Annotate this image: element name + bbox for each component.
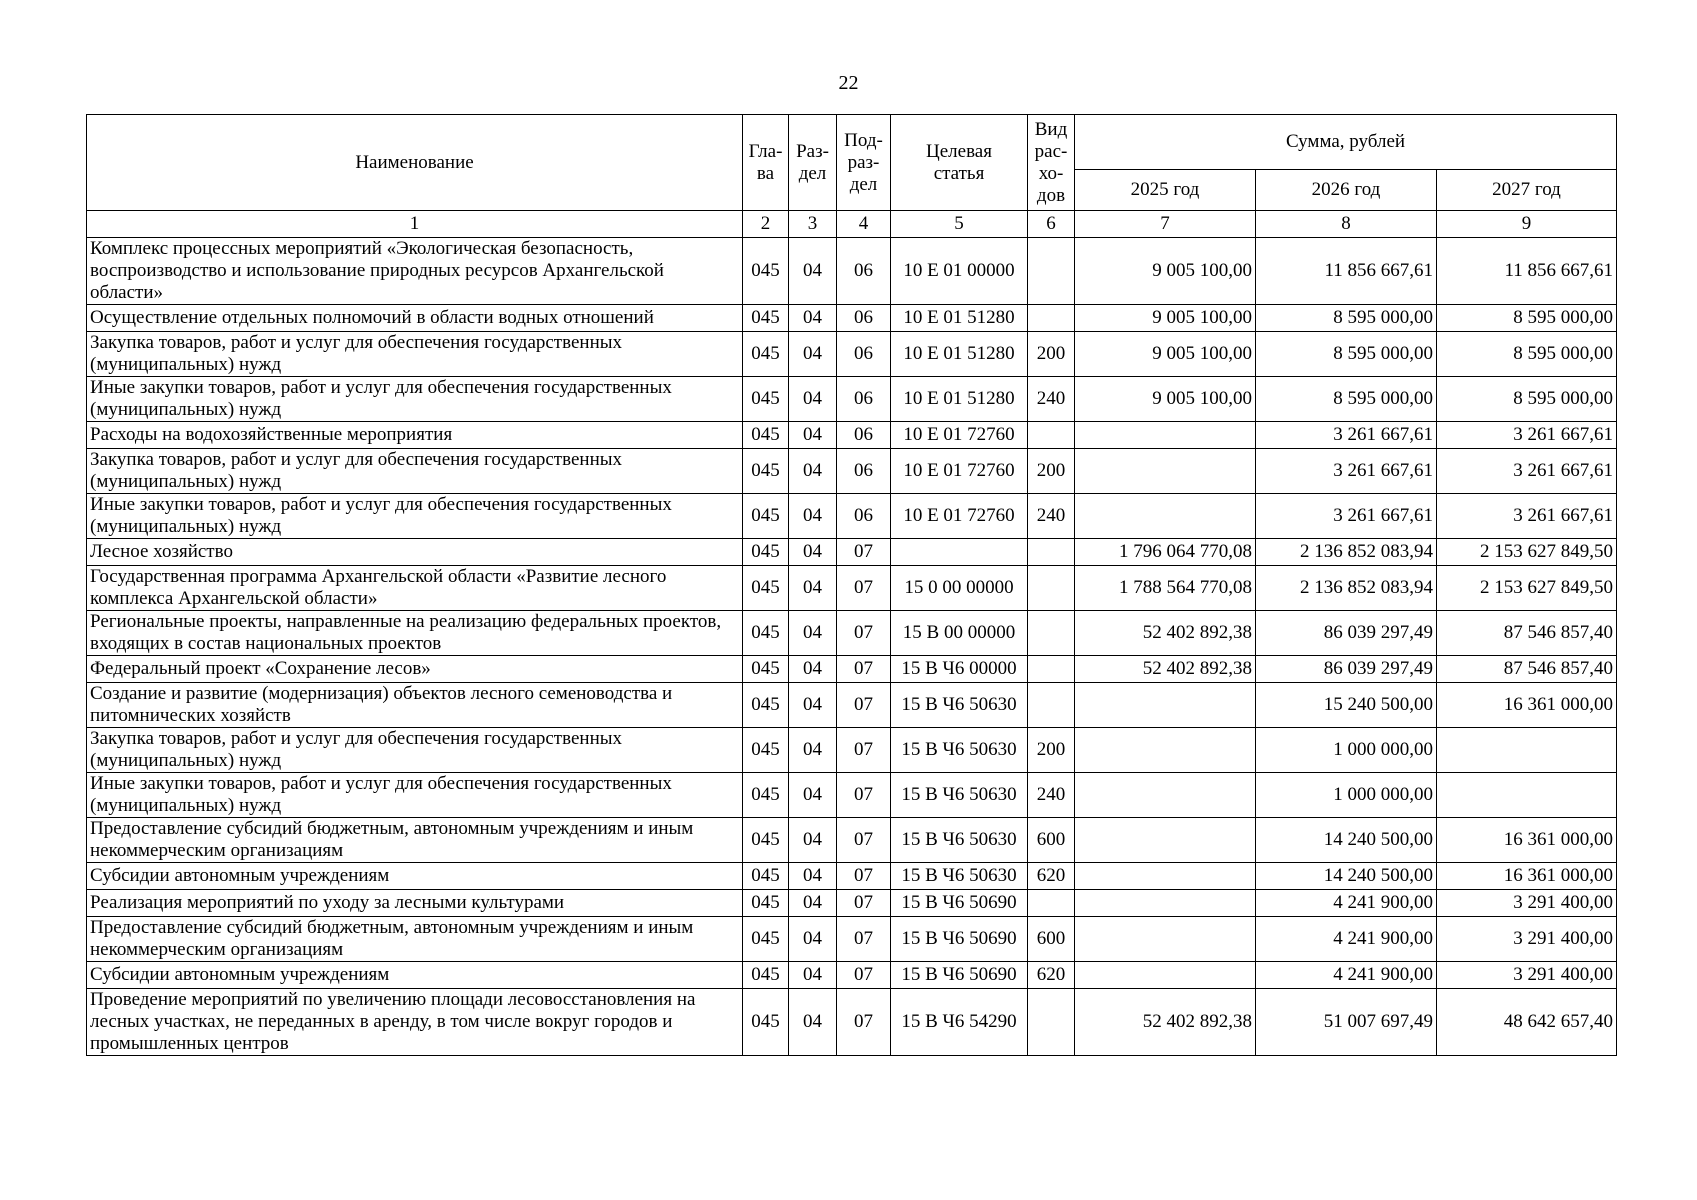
row-podrazdel: 07 [837, 890, 891, 917]
row-sum-2027: 16 361 000,00 [1437, 818, 1617, 863]
row-sum-2027: 87 546 857,40 [1437, 656, 1617, 683]
row-sum-2027: 11 856 667,61 [1437, 238, 1617, 305]
row-name: Закупка товаров, работ и услуг для обеспечения государственных (муниципальных) нужд [87, 332, 743, 377]
row-glava: 045 [743, 422, 789, 449]
row-sum-2025 [1075, 422, 1256, 449]
row-celevaya-statya: 15 В Ч6 50690 [891, 890, 1028, 917]
row-razdel: 04 [789, 656, 837, 683]
row-vid-rashodov [1028, 422, 1075, 449]
row-vid-rashodov: 240 [1028, 494, 1075, 539]
table-row [87, 305, 1617, 332]
row-sum-2025 [1075, 890, 1256, 917]
row-vid-rashodov: 200 [1028, 332, 1075, 377]
row-sum-2025 [1075, 962, 1256, 989]
row-glava: 045 [743, 566, 789, 611]
row-vid-rashodov: 620 [1028, 962, 1075, 989]
row-celevaya-statya: 15 В 00 00000 [891, 611, 1028, 656]
row-sum-2025 [1075, 683, 1256, 728]
row-sum-2027: 16 361 000,00 [1437, 683, 1617, 728]
row-sum-2025: 52 402 892,38 [1075, 989, 1256, 1056]
table-row [87, 989, 1617, 1056]
row-podrazdel: 07 [837, 962, 891, 989]
row-glava: 045 [743, 332, 789, 377]
row-name: Реализация мероприятий по уходу за лесными культурами [87, 890, 743, 917]
row-sum-2027: 87 546 857,40 [1437, 611, 1617, 656]
row-glava: 045 [743, 683, 789, 728]
row-razdel: 04 [789, 377, 837, 422]
row-name: Создание и развитие (модернизация) объектов лесного семеноводства и питомнических хозяйств [87, 683, 743, 728]
row-vid-rashodov [1028, 305, 1075, 332]
row-sum-2026: 1 000 000,00 [1256, 773, 1437, 818]
row-glava: 045 [743, 238, 789, 305]
row-vid-rashodov [1028, 566, 1075, 611]
row-name: Региональные проекты, направленные на реализацию федеральных проектов, входящих в состав национальных проектов [87, 611, 743, 656]
row-celevaya-statya: 10 Е 01 72760 [891, 449, 1028, 494]
row-celevaya-statya: 15 0 00 00000 [891, 566, 1028, 611]
row-razdel: 04 [789, 890, 837, 917]
row-glava: 045 [743, 989, 789, 1056]
row-celevaya-statya: 10 Е 01 51280 [891, 305, 1028, 332]
table-row [87, 962, 1617, 989]
row-razdel: 04 [789, 962, 837, 989]
column-number: 4 [837, 211, 891, 238]
row-vid-rashodov [1028, 683, 1075, 728]
table-row [87, 656, 1617, 683]
row-razdel: 04 [789, 818, 837, 863]
row-sum-2027: 16 361 000,00 [1437, 863, 1617, 890]
column-number-row [87, 211, 1617, 238]
row-sum-2025 [1075, 863, 1256, 890]
row-glava: 045 [743, 377, 789, 422]
row-sum-2026: 86 039 297,49 [1256, 611, 1437, 656]
row-sum-2026: 8 595 000,00 [1256, 305, 1437, 332]
row-sum-2027: 8 595 000,00 [1437, 305, 1617, 332]
row-sum-2025: 9 005 100,00 [1075, 332, 1256, 377]
row-razdel: 04 [789, 773, 837, 818]
row-sum-2027: 3 291 400,00 [1437, 890, 1617, 917]
row-glava: 045 [743, 962, 789, 989]
row-podrazdel: 06 [837, 494, 891, 539]
row-name: Иные закупки товаров, работ и услуг для обеспечения государственных (муниципальных) нужд [87, 377, 743, 422]
row-razdel: 04 [789, 422, 837, 449]
row-celevaya-statya: 15 В Ч6 50690 [891, 962, 1028, 989]
table-row [87, 818, 1617, 863]
row-celevaya-statya [891, 539, 1028, 566]
row-celevaya-statya: 10 Е 01 72760 [891, 422, 1028, 449]
budget-table [86, 114, 1617, 1056]
row-razdel: 04 [789, 238, 837, 305]
row-podrazdel: 06 [837, 422, 891, 449]
row-glava: 045 [743, 494, 789, 539]
row-celevaya-statya: 15 В Ч6 50630 [891, 818, 1028, 863]
row-razdel: 04 [789, 728, 837, 773]
row-podrazdel: 07 [837, 539, 891, 566]
row-sum-2026: 15 240 500,00 [1256, 683, 1437, 728]
row-celevaya-statya: 10 Е 01 72760 [891, 494, 1028, 539]
row-name: Комплекс процессных мероприятий «Экологическая безопасность, воспроизводство и использование природных ресурсов Архангельской области» [87, 238, 743, 305]
row-name: Субсидии автономным учреждениям [87, 962, 743, 989]
table-row [87, 917, 1617, 962]
table-row [87, 449, 1617, 494]
row-celevaya-statya: 15 В Ч6 54290 [891, 989, 1028, 1056]
header-podrazdel: Под- раз- дел [837, 115, 891, 211]
table-row [87, 683, 1617, 728]
row-sum-2026: 8 595 000,00 [1256, 377, 1437, 422]
page-number: 22 [838, 72, 859, 94]
header-name: Наименование [87, 115, 743, 211]
row-name: Государственная программа Архангельской области «Развитие лесного комплекса Архангельской области» [87, 566, 743, 611]
row-podrazdel: 07 [837, 656, 891, 683]
row-name: Предоставление субсидий бюджетным, автономным учреждениям и иным некоммерческим организациям [87, 818, 743, 863]
table-row [87, 332, 1617, 377]
row-razdel: 04 [789, 539, 837, 566]
row-glava: 045 [743, 656, 789, 683]
row-glava: 045 [743, 863, 789, 890]
row-sum-2027 [1437, 773, 1617, 818]
header-year-2025: 2025 год [1075, 170, 1256, 211]
row-vid-rashodov [1028, 890, 1075, 917]
row-sum-2027: 8 595 000,00 [1437, 332, 1617, 377]
row-name: Закупка товаров, работ и услуг для обеспечения государственных (муниципальных) нужд [87, 449, 743, 494]
row-vid-rashodov: 200 [1028, 449, 1075, 494]
row-vid-rashodov: 600 [1028, 917, 1075, 962]
table-row [87, 494, 1617, 539]
row-celevaya-statya: 15 В Ч6 50690 [891, 917, 1028, 962]
row-razdel: 04 [789, 332, 837, 377]
table-row [87, 539, 1617, 566]
row-sum-2026: 86 039 297,49 [1256, 656, 1437, 683]
row-sum-2026: 4 241 900,00 [1256, 917, 1437, 962]
header-year-2027: 2027 год [1437, 170, 1617, 211]
column-number: 7 [1075, 211, 1256, 238]
column-number: 1 [87, 211, 743, 238]
row-podrazdel: 07 [837, 566, 891, 611]
row-vid-rashodov: 200 [1028, 728, 1075, 773]
row-vid-rashodov [1028, 611, 1075, 656]
row-vid-rashodov: 620 [1028, 863, 1075, 890]
row-sum-2026: 1 000 000,00 [1256, 728, 1437, 773]
row-sum-2025: 52 402 892,38 [1075, 656, 1256, 683]
row-glava: 045 [743, 449, 789, 494]
table-row [87, 890, 1617, 917]
row-name: Расходы на водохозяйственные мероприятия [87, 422, 743, 449]
row-glava: 045 [743, 818, 789, 863]
row-vid-rashodov [1028, 539, 1075, 566]
row-celevaya-statya: 15 В Ч6 00000 [891, 656, 1028, 683]
row-name: Осуществление отдельных полномочий в области водных отношений [87, 305, 743, 332]
header-razdel: Раз- дел [789, 115, 837, 211]
row-name: Иные закупки товаров, работ и услуг для обеспечения государственных (муниципальных) нужд [87, 494, 743, 539]
header-year-2026: 2026 год [1256, 170, 1437, 211]
row-sum-2025: 1 796 064 770,08 [1075, 539, 1256, 566]
row-name: Предоставление субсидий бюджетным, автономным учреждениям и иным некоммерческим организациям [87, 917, 743, 962]
column-number: 2 [743, 211, 789, 238]
row-glava: 045 [743, 305, 789, 332]
row-razdel: 04 [789, 989, 837, 1056]
column-number: 5 [891, 211, 1028, 238]
row-podrazdel: 07 [837, 863, 891, 890]
column-number: 9 [1437, 211, 1617, 238]
row-sum-2025 [1075, 917, 1256, 962]
row-sum-2026: 3 261 667,61 [1256, 422, 1437, 449]
row-celevaya-statya: 15 В Ч6 50630 [891, 683, 1028, 728]
row-sum-2027: 3 261 667,61 [1437, 494, 1617, 539]
row-sum-2025: 52 402 892,38 [1075, 611, 1256, 656]
row-glava: 045 [743, 539, 789, 566]
row-razdel: 04 [789, 611, 837, 656]
row-podrazdel: 07 [837, 728, 891, 773]
row-podrazdel: 07 [837, 989, 891, 1056]
row-sum-2026: 14 240 500,00 [1256, 818, 1437, 863]
column-number: 3 [789, 211, 837, 238]
row-name: Федеральный проект «Сохранение лесов» [87, 656, 743, 683]
row-razdel: 04 [789, 305, 837, 332]
row-vid-rashodov [1028, 656, 1075, 683]
row-glava: 045 [743, 611, 789, 656]
table-row [87, 238, 1617, 305]
row-sum-2025 [1075, 818, 1256, 863]
row-sum-2026: 3 261 667,61 [1256, 449, 1437, 494]
row-vid-rashodov: 240 [1028, 377, 1075, 422]
row-name: Лесное хозяйство [87, 539, 743, 566]
row-sum-2026: 11 856 667,61 [1256, 238, 1437, 305]
header-summa: Сумма, рублей [1075, 115, 1617, 170]
row-celevaya-statya: 10 Е 01 51280 [891, 332, 1028, 377]
row-podrazdel: 07 [837, 773, 891, 818]
row-podrazdel: 07 [837, 917, 891, 962]
row-sum-2027: 3 291 400,00 [1437, 917, 1617, 962]
row-vid-rashodov [1028, 989, 1075, 1056]
row-sum-2026: 51 007 697,49 [1256, 989, 1437, 1056]
row-celevaya-statya: 15 В Ч6 50630 [891, 863, 1028, 890]
row-sum-2026: 14 240 500,00 [1256, 863, 1437, 890]
table-row [87, 566, 1617, 611]
row-sum-2026: 8 595 000,00 [1256, 332, 1437, 377]
row-name: Проведение мероприятий по увеличению площади лесовосстановления на лесных участках, не переданных в аренду, в том числе вокруг городов и промышленных центров [87, 989, 743, 1056]
row-glava: 045 [743, 773, 789, 818]
row-podrazdel: 06 [837, 238, 891, 305]
row-sum-2025: 9 005 100,00 [1075, 377, 1256, 422]
row-sum-2025 [1075, 773, 1256, 818]
row-sum-2027: 3 261 667,61 [1437, 449, 1617, 494]
row-razdel: 04 [789, 566, 837, 611]
row-sum-2025 [1075, 728, 1256, 773]
row-razdel: 04 [789, 917, 837, 962]
table-row [87, 773, 1617, 818]
row-name: Закупка товаров, работ и услуг для обеспечения государственных (муниципальных) нужд [87, 728, 743, 773]
row-razdel: 04 [789, 449, 837, 494]
table-row [87, 422, 1617, 449]
row-podrazdel: 06 [837, 332, 891, 377]
row-glava: 045 [743, 917, 789, 962]
row-glava: 045 [743, 728, 789, 773]
row-sum-2025: 9 005 100,00 [1075, 305, 1256, 332]
row-sum-2027: 8 595 000,00 [1437, 377, 1617, 422]
row-sum-2027: 2 153 627 849,50 [1437, 566, 1617, 611]
row-vid-rashodov: 240 [1028, 773, 1075, 818]
table-row [87, 863, 1617, 890]
row-sum-2025: 9 005 100,00 [1075, 238, 1256, 305]
header-glava: Гла- ва [743, 115, 789, 211]
header-vid-rashodov: Вид рас- хо- дов [1028, 115, 1075, 211]
row-sum-2026: 3 261 667,61 [1256, 494, 1437, 539]
row-sum-2027 [1437, 728, 1617, 773]
row-podrazdel: 07 [837, 683, 891, 728]
row-sum-2026: 4 241 900,00 [1256, 962, 1437, 989]
row-vid-rashodov: 600 [1028, 818, 1075, 863]
row-podrazdel: 06 [837, 377, 891, 422]
row-razdel: 04 [789, 863, 837, 890]
row-podrazdel: 06 [837, 449, 891, 494]
row-razdel: 04 [789, 494, 837, 539]
row-sum-2026: 2 136 852 083,94 [1256, 566, 1437, 611]
row-celevaya-statya: 15 В Ч6 50630 [891, 773, 1028, 818]
row-sum-2025 [1075, 494, 1256, 539]
row-name: Субсидии автономным учреждениям [87, 863, 743, 890]
row-sum-2026: 4 241 900,00 [1256, 890, 1437, 917]
header-celevaya-statya: Целевая статья [891, 115, 1028, 211]
row-sum-2027: 48 642 657,40 [1437, 989, 1617, 1056]
row-sum-2027: 3 261 667,61 [1437, 422, 1617, 449]
row-celevaya-statya: 10 Е 01 51280 [891, 377, 1028, 422]
row-razdel: 04 [789, 683, 837, 728]
row-sum-2026: 2 136 852 083,94 [1256, 539, 1437, 566]
table-row [87, 728, 1617, 773]
row-name: Иные закупки товаров, работ и услуг для обеспечения государственных (муниципальных) нужд [87, 773, 743, 818]
row-sum-2025 [1075, 449, 1256, 494]
row-sum-2027: 3 291 400,00 [1437, 962, 1617, 989]
row-podrazdel: 07 [837, 611, 891, 656]
table-row [87, 611, 1617, 656]
row-glava: 045 [743, 890, 789, 917]
row-celevaya-statya: 10 Е 01 00000 [891, 238, 1028, 305]
column-number: 8 [1256, 211, 1437, 238]
row-vid-rashodov [1028, 238, 1075, 305]
row-sum-2025: 1 788 564 770,08 [1075, 566, 1256, 611]
row-podrazdel: 07 [837, 818, 891, 863]
row-podrazdel: 06 [837, 305, 891, 332]
column-number: 6 [1028, 211, 1075, 238]
row-sum-2027: 2 153 627 849,50 [1437, 539, 1617, 566]
table-row [87, 377, 1617, 422]
row-celevaya-statya: 15 В Ч6 50630 [891, 728, 1028, 773]
table-body [87, 238, 1617, 1056]
